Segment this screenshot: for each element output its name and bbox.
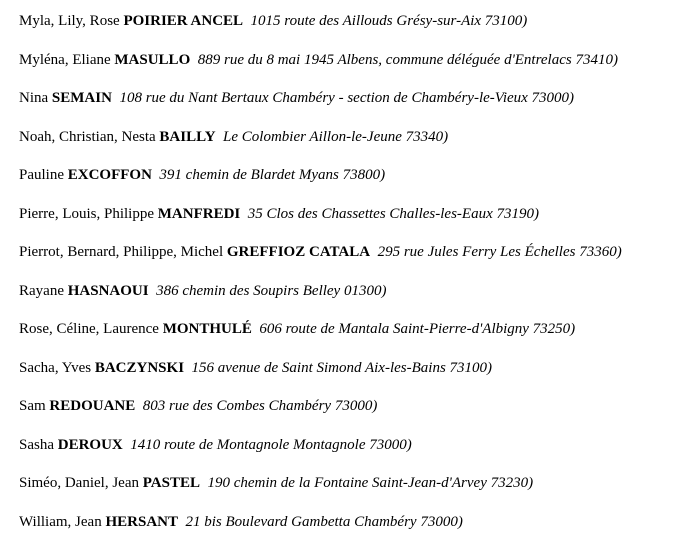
given-names: Rayane xyxy=(19,283,64,299)
given-names: Noah, Christian, Nesta xyxy=(19,129,156,145)
given-names: Sam xyxy=(19,398,46,414)
list-item xyxy=(19,203,700,242)
surname: HASNAOUI xyxy=(68,283,149,299)
surname: MONTHULÉ xyxy=(163,321,252,337)
address: 108 rue du Nant Bertaux Chambéry - section de Chambéry-le-Vieux 73000) xyxy=(119,90,574,106)
list-item xyxy=(19,87,700,126)
given-names: Rose, Céline, Laurence xyxy=(19,321,159,337)
list-item xyxy=(19,318,700,357)
given-names: Nina xyxy=(19,90,48,106)
surname: BACZYNSKI xyxy=(95,360,184,376)
list-item xyxy=(19,10,700,49)
address: 1015 route des Aillouds Grésy-sur-Aix 73100) xyxy=(251,13,528,29)
surname: BAILLY xyxy=(159,129,215,145)
list-item xyxy=(19,280,700,319)
list-item xyxy=(19,357,700,396)
list-item xyxy=(19,49,700,88)
address: 386 chemin des Soupirs Belley 01300) xyxy=(156,283,386,299)
address: 35 Clos des Chassettes Challes-les-Eaux 73190) xyxy=(248,206,539,222)
given-names: William, Jean xyxy=(19,514,102,530)
surname: HERSANT xyxy=(105,514,178,530)
surname: POIRIER ANCEL xyxy=(123,13,243,29)
surname: MANFREDI xyxy=(158,206,241,222)
address: 1410 route de Montagnole Montagnole 73000) xyxy=(130,437,411,453)
given-names: Pierre, Louis, Philippe xyxy=(19,206,154,222)
address: 156 avenue de Saint Simond Aix-les-Bains 73100) xyxy=(192,360,493,376)
list-item xyxy=(19,511,700,549)
list-item xyxy=(19,241,700,280)
given-names: Pierrot, Bernard, Philippe, Michel xyxy=(19,244,223,260)
given-names: Myla, Lily, Rose xyxy=(19,13,120,29)
list-item xyxy=(19,126,700,165)
surname: MASULLO xyxy=(114,52,190,68)
given-names: Sasha xyxy=(19,437,54,453)
address: 391 chemin de Blardet Myans 73800) xyxy=(159,167,385,183)
list-item xyxy=(19,434,700,473)
surname: PASTEL xyxy=(143,475,200,491)
address: 606 route de Mantala Saint-Pierre-d'Albigny 73250) xyxy=(259,321,575,337)
surname: SEMAIN xyxy=(52,90,112,106)
list-item xyxy=(19,395,700,434)
address: 803 rue des Combes Chambéry 73000) xyxy=(143,398,378,414)
address: 889 rue du 8 mai 1945 Albens, commune déléguée d'Entrelacs 73410) xyxy=(198,52,618,68)
address: 295 rue Jules Ferry Les Échelles 73360) xyxy=(378,244,622,260)
given-names: Siméo, Daniel, Jean xyxy=(19,475,139,491)
list-item xyxy=(19,164,700,203)
given-names: Pauline xyxy=(19,167,64,183)
surname: GREFFIOZ CATALA xyxy=(227,244,370,260)
given-names: Sacha, Yves xyxy=(19,360,91,376)
list-item xyxy=(19,472,700,511)
address: Le Colombier Aillon-le-Jeune 73340) xyxy=(223,129,448,145)
address: 21 bis Boulevard Gambetta Chambéry 73000) xyxy=(186,514,463,530)
surname: REDOUANE xyxy=(49,398,135,414)
surname: DEROUX xyxy=(58,437,123,453)
surname: EXCOFFON xyxy=(68,167,152,183)
address: 190 chemin de la Fontaine Saint-Jean-d'Arvey 73230) xyxy=(207,475,533,491)
given-names: Myléna, Eliane xyxy=(19,52,111,68)
